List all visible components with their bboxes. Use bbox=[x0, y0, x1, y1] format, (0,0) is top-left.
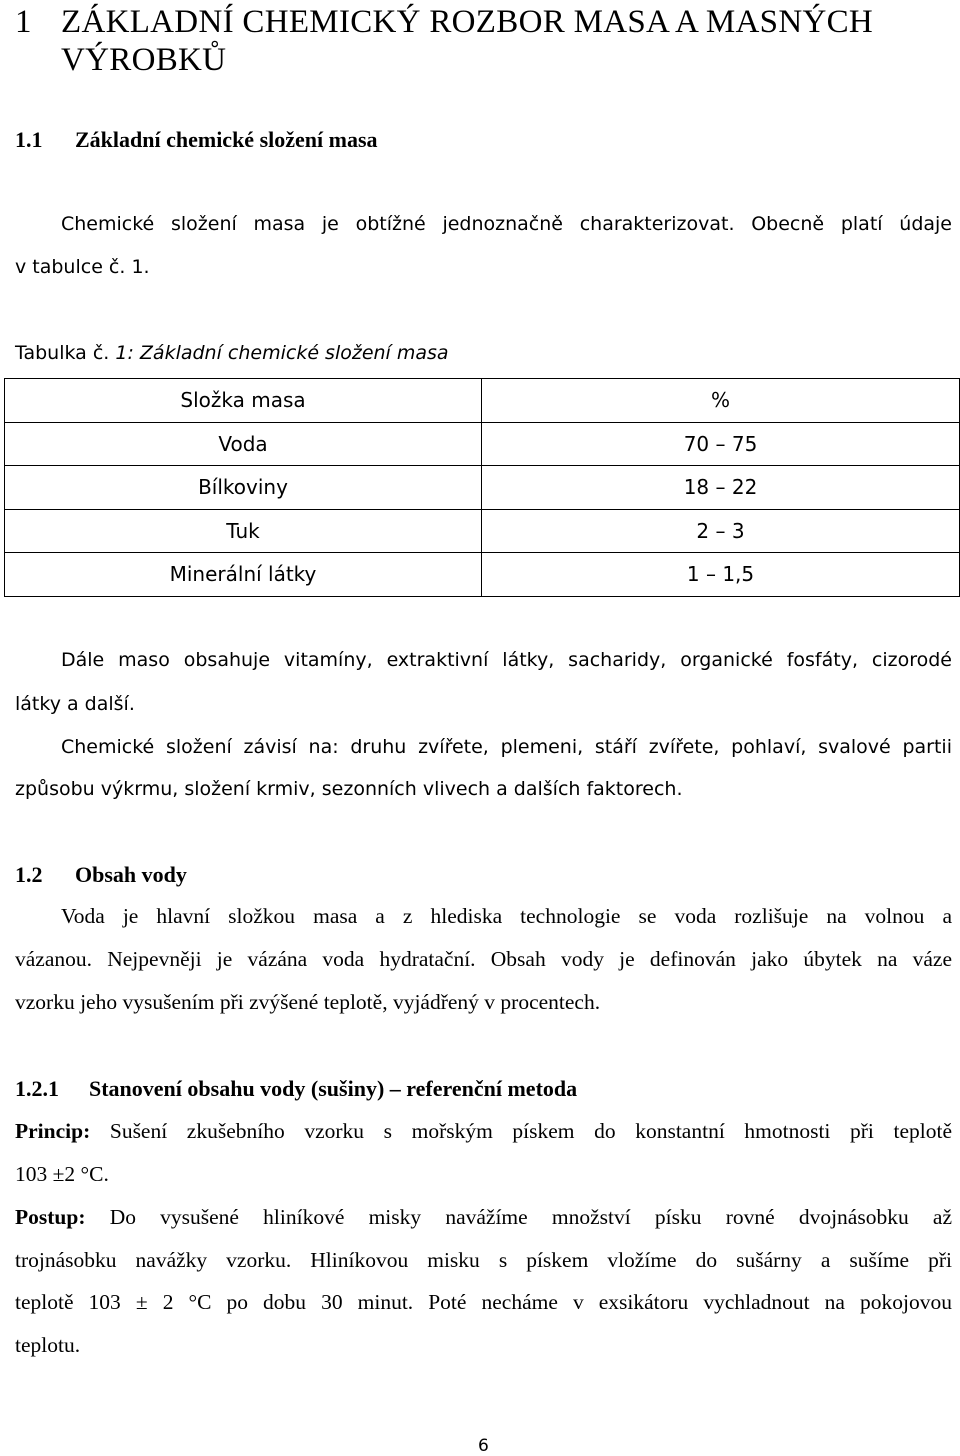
table-cell: Voda bbox=[5, 422, 482, 466]
table-row bbox=[5, 509, 960, 553]
paragraph-line: teplotu. bbox=[15, 1333, 81, 1357]
chapter-number: 1 bbox=[15, 4, 32, 40]
paragraph-line: Chemické složení masa je obtížné jednoznačně charakterizovat. Obecně platí údaje bbox=[61, 213, 952, 235]
table-header-row bbox=[5, 379, 960, 423]
section-title: Stanovení obsahu vody (sušiny) – referenční metoda bbox=[89, 1076, 578, 1101]
paragraph-line: Voda je hlavní složkou masa a z hlediska technologie se voda rozlišuje na volnou a bbox=[61, 904, 952, 928]
postup-line bbox=[15, 1205, 952, 1230]
paragraph-line: vázanou. Nejpevněji je vázána voda hydratační. Obsah vody je definován jako úbytek na váze bbox=[15, 947, 952, 971]
table-row bbox=[5, 466, 960, 510]
table-header-cell: % bbox=[482, 379, 960, 423]
table-cell: 18 – 22 bbox=[482, 466, 960, 510]
table-caption-title: 1: Základní chemické složení masa bbox=[115, 342, 449, 364]
section-number: 1.2.1 bbox=[15, 1076, 59, 1101]
princip-text: Sušení zkušebního vzorku s mořským pískem do konstantní hmotnosti při teplotě bbox=[109, 1119, 952, 1143]
paragraph-line: 103 ±2 °C. bbox=[15, 1162, 109, 1186]
table-cell: Tuk bbox=[5, 509, 482, 553]
table-cell: 70 – 75 bbox=[482, 422, 960, 466]
princip-line bbox=[15, 1119, 952, 1144]
table-cell: 2 – 3 bbox=[482, 509, 960, 553]
page-number: 6 bbox=[478, 1436, 489, 1456]
paragraph-line: vzorku jeho vysušením při zvýšené teplotě, vyjádřený v procentech. bbox=[15, 990, 601, 1014]
section-heading-1-2-1 bbox=[15, 1076, 577, 1102]
paragraph-line: teplotě 103 ± 2 °C po dobu 30 minut. Poté necháme v exsikátoru vychladnout na pokojovou bbox=[15, 1290, 952, 1314]
paragraph-line: v tabulce č. 1. bbox=[15, 256, 150, 278]
table-caption bbox=[15, 342, 449, 364]
chapter-title-line1: ZÁKLADNÍ CHEMICKÝ ROZBOR MASA A MASNÝCH bbox=[61, 4, 874, 40]
table-row bbox=[5, 422, 960, 466]
section-heading-1-1 bbox=[15, 127, 378, 153]
table-cell: Minerální látky bbox=[5, 553, 482, 597]
section-heading-1-2 bbox=[15, 862, 187, 888]
postup-text: Do vysušené hliníkové misky navážíme množství písku rovné dvojnásobku až bbox=[109, 1205, 952, 1229]
table-header-cell: Složka masa bbox=[5, 379, 482, 423]
table-caption-prefix: Tabulka č. bbox=[15, 342, 110, 364]
table-row bbox=[5, 553, 960, 597]
paragraph-line: způsobu výkrmu, složení krmiv, sezonních vlivech a dalších faktorech. bbox=[15, 778, 683, 800]
table-cell: 1 – 1,5 bbox=[482, 553, 960, 597]
section-title: Obsah vody bbox=[75, 862, 187, 887]
postup-label: Postup: bbox=[15, 1205, 86, 1229]
composition-table bbox=[4, 378, 960, 597]
table-cell: Bílkoviny bbox=[5, 466, 482, 510]
chapter-title-line2: VÝROBKŮ bbox=[61, 42, 227, 78]
section-number: 1.1 bbox=[15, 127, 43, 152]
section-number: 1.2 bbox=[15, 862, 43, 887]
princip-label: Princip: bbox=[15, 1119, 91, 1143]
paragraph-line: Dále maso obsahuje vitamíny, extraktivní látky, sacharidy, organické fosfáty, cizorodé bbox=[61, 649, 952, 671]
paragraph-line: Chemické složení závisí na: druhu zvířete, plemeni, stáří zvířete, pohlaví, svalové partii bbox=[61, 736, 952, 758]
section-title: Základní chemické složení masa bbox=[75, 127, 378, 152]
paragraph-line: látky a další. bbox=[15, 693, 135, 715]
paragraph-line: trojnásobku navážky vzorku. Hliníkovou misku s pískem vložíme do sušárny a sušíme při bbox=[15, 1248, 952, 1272]
